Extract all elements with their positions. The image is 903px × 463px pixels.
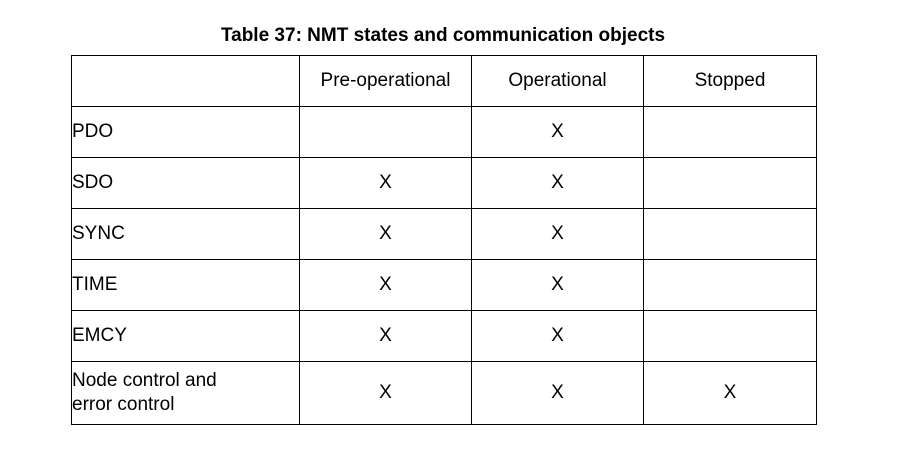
row-label-line: error control — [72, 394, 175, 415]
table-caption: Table 37: NMT states and communication objects — [220, 25, 666, 46]
table-cell — [644, 209, 817, 260]
row-label-line: Node control and — [72, 370, 217, 391]
row-label-pdo: PDO — [72, 107, 300, 158]
table-cell — [644, 107, 817, 158]
table-cell: X — [300, 158, 472, 209]
column-header-pre-operational: Pre-operational — [300, 56, 472, 107]
table-cell: X — [300, 260, 472, 311]
table-cell — [300, 107, 472, 158]
row-label-sdo: SDO — [72, 158, 300, 209]
table-cell: X — [472, 362, 644, 425]
table-cell: X — [472, 209, 644, 260]
row-label-emcy: EMCY — [72, 311, 300, 362]
table-cell — [644, 158, 817, 209]
column-header-operational: Operational — [472, 56, 644, 107]
row-label-node-control — [72, 362, 300, 425]
table-cell — [644, 260, 817, 311]
row-label-time: TIME — [72, 260, 300, 311]
table-cell: X — [300, 362, 472, 425]
header-row — [72, 56, 817, 107]
row-label-sync: SYNC — [72, 209, 300, 260]
table-cell: X — [472, 260, 644, 311]
corner-cell — [72, 56, 300, 107]
table-row — [72, 158, 817, 209]
table-cell: X — [472, 311, 644, 362]
table-cell: X — [644, 362, 817, 425]
table-row — [72, 107, 817, 158]
table-cell: X — [300, 209, 472, 260]
table-row — [72, 311, 817, 362]
table-row — [72, 260, 817, 311]
table-cell: X — [472, 158, 644, 209]
table-cell: X — [472, 107, 644, 158]
table-row — [72, 362, 817, 425]
column-header-stopped: Stopped — [644, 56, 817, 107]
table-cell: X — [300, 311, 472, 362]
table-row — [72, 209, 817, 260]
nmt-states-table — [71, 55, 817, 425]
table-cell — [644, 311, 817, 362]
